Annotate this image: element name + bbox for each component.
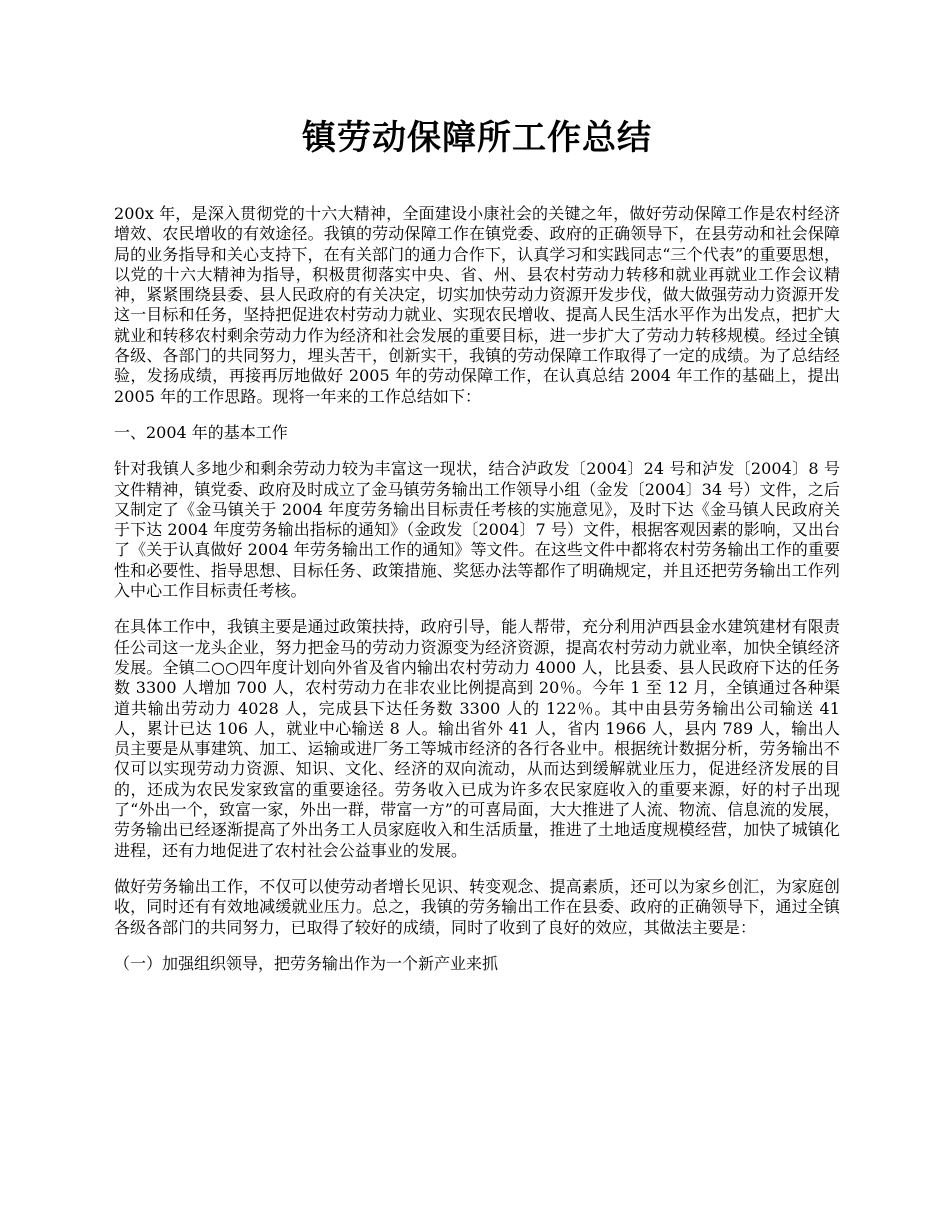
body-paragraph-labor-export-results: 在具体工作中，我镇主要是通过政策扶持，政府引导，能人帮带，充分利用泸西县金水建筑建材有限责任公司这一龙头企业，努力把金马的劳动力资源变为经济资源，提高农村劳动力就业率，加快全镇经济发展。全镇二○○四年度计划向外省及省内输出农村劳动力 4000 人，比县委、县人民政府下达的任务数 3300 人增加 700 人，农村劳动力在非农业比例提高到 20％。今年 1 至 12 月，全镇通过各种渠道共输出劳动力 4028 人，完成县下达任务数 3300 人的 122％。其中由县劳务输出公司输送 41 人，累计已达 106 人，就业中心输送 8 人。输出省外 41 人，省内 1966 人，县内 789 人，输出人员主要是从事建筑、加工、运输或进厂务工等城市经济的各行各业中。根据统计数据分析，劳务输出不仅可以实现劳动力资源、知识、文化、经济的双向流动，从而达到缓解就业压力，促进经济发展的目的，还成为农民发家致富的重要途径。劳务收入已成为许多农民家庭收入的重要来源，好的村子出现了“外出一个，致富一家，外出一群，带富一方”的可喜局面，大大推进了人流、物流、信息流的发展，劳务输出已经逐渐提高了外出务工人员家庭收入和生活质量，推进了土地适度规模经营，加快了城镇化进程，还有力地促进了农村社会公益事业的发展。	[114, 617, 840, 860]
body-paragraph-summary-approach: 做好劳务输出工作，不仅可以使劳动者增长见识、转变观念、提高素质，还可以为家乡创汇，为家庭创收，同时还有有效地减缓就业压力。总之，我镇的劳务输出工作在县委、政府的正确领导下，通过全镇各级各部门的共同努力，已取得了较好的成绩，同时了收到了良好的效应，其做法主要是：	[114, 876, 840, 937]
subsection-heading-organization: （一）加强组织领导，把劳务输出作为一个新产业来抓	[114, 953, 499, 973]
document-page	[114, 108, 840, 990]
document-title: 镇劳动保障所工作总结	[302, 118, 652, 158]
body-paragraph-policy-documents: 针对我镇人多地少和剩余劳动力较为丰富这一现状，结合泸政发〔2004〕24 号和泸发〔2004〕8 号文件精神，镇党委、政府及时成立了金马镇劳务输出工作领导小组（金发〔2004〕34 号）文件，之后又制定了《金马镇关于 2004 年度劳务输出目标责任考核的实施意见》，及时下达《金马镇人民政府关于下达 2004 年度劳务输出指标的通知》（金政发〔2004〕7 号）文件，根据客观因素的影响，又出台了《关于认真做好 2004 年劳务输出工作的通知》等文件。在这些文件中都将农村劳务输出工作的重要性和必要性、指导思想、目标任务、政策措施、奖惩办法等都作了明确规定，并且还把劳务输出工作列入中心工作目标责任考核。	[114, 459, 840, 601]
section-heading-basic-work: 一、2004 年的基本工作	[114, 422, 288, 442]
intro-paragraph: 200x 年，是深入贯彻党的十六大精神，全面建设小康社会的关键之年，做好劳动保障工作是农村经济增效、农民增收的有效途径。我镇的劳动保障工作在镇党委、政府的正确领导下，在县劳动和社会保障局的业务指导和关心支持下，在有关部门的通力合作下，认真学习和实践同志“三个代表”的重要思想，以党的十六大精神为指导，积极贯彻落实中央、省、州、县农村劳动力转移和就业再就业工作会议精神，紧紧围绕县委、县人民政府的有关决定，切实加快劳动力资源开发步伐，做大做强劳动力资源开发这一目标和任务，坚持把促进农村劳动力就业、实现农民增收、提高人民生活水平作为出发点，把扩大就业和转移农村剩余劳动力作为经济和社会发展的重要目标，进一步扩大了劳动力转移规模。经过全镇各级、各部门的共同努力，埋头苦干，创新实干，我镇的劳动保障工作取得了一定的成绩。为了总结经验，发扬成绩，再接再厉地做好 2005 年的劳动保障工作，在认真总结 2004 年工作的基础上，提出 2005 年的工作思路。现将一年来的工作总结如下：	[114, 204, 840, 406]
